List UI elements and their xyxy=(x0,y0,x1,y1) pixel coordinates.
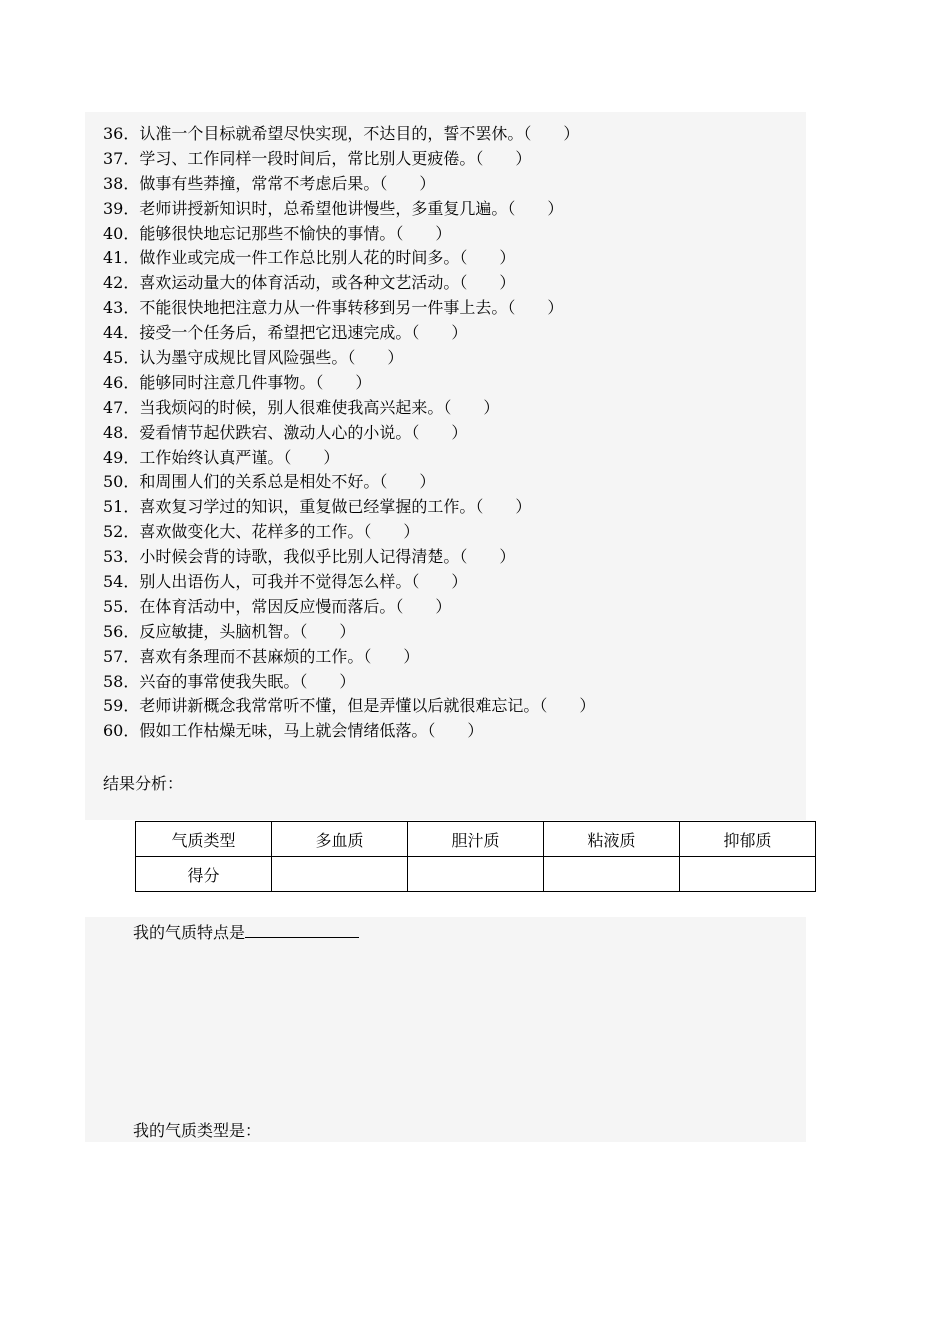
question-number: 51． xyxy=(103,497,140,517)
question-number: 42． xyxy=(103,273,140,293)
question-text: 喜欢做变化大、花样多的工作。（ ） xyxy=(139,522,420,542)
question-text: 老师讲授新知识时，总希望他讲慢些，多重复几遍。（ ） xyxy=(139,198,564,218)
score-cell-sanguine[interactable] xyxy=(272,857,408,892)
question-text: 别人出语伤人，可我并不觉得怎么样。（ ） xyxy=(139,572,468,592)
question-text: 假如工作枯燥无味，马上就会情绪低落。（ ） xyxy=(139,721,484,741)
question-number: 52． xyxy=(103,522,140,542)
header-cell-sanguine: 多血质 xyxy=(272,822,408,857)
question-text: 喜欢运动量大的体育活动，或各种文艺活动。（ ） xyxy=(139,273,516,293)
question-text: 喜欢有条理而不甚麻烦的工作。（ ） xyxy=(139,646,420,666)
question-item xyxy=(103,371,803,396)
question-number: 59． xyxy=(103,696,140,716)
question-item xyxy=(103,271,803,296)
question-item xyxy=(103,321,803,346)
question-item xyxy=(103,645,803,670)
header-cell-choleric: 胆汁质 xyxy=(408,822,544,857)
question-item xyxy=(103,396,803,421)
type-label: 我的气质类型是： xyxy=(133,1121,262,1140)
question-item xyxy=(103,495,803,520)
question-text: 当我烦闷的时候，别人很难使我高兴起来。（ ） xyxy=(139,397,500,417)
score-table-header-row xyxy=(136,822,816,857)
question-item xyxy=(103,545,803,570)
trait-blank[interactable] xyxy=(245,919,359,938)
question-text: 兴奋的事常使我失眠。（ ） xyxy=(139,671,356,691)
question-number: 36． xyxy=(103,124,140,143)
question-text: 老师讲新概念我常常听不懂，但是弄懂以后就很难忘记。（ ） xyxy=(139,696,596,716)
score-table-score-row xyxy=(136,857,816,892)
question-item xyxy=(103,122,803,147)
question-item xyxy=(103,197,803,222)
question-text: 工作始终认真严谨。（ ） xyxy=(139,447,340,467)
question-number: 43． xyxy=(103,298,140,318)
question-number: 44． xyxy=(103,323,140,343)
question-text: 不能很快地把注意力从一件事转移到另一件事上去。（ ） xyxy=(139,298,564,318)
question-text: 爱看情节起伏跌宕、激动人心的小说。（ ） xyxy=(139,422,468,442)
score-table xyxy=(135,821,816,892)
question-number: 40． xyxy=(103,223,140,243)
question-item xyxy=(103,470,803,495)
header-cell-melancholic: 抑郁质 xyxy=(680,822,816,857)
score-cell-choleric[interactable] xyxy=(408,857,544,892)
question-number: 47． xyxy=(103,397,140,417)
result-analysis-label: 结果分析： xyxy=(103,774,184,793)
question-number: 54． xyxy=(103,572,140,592)
score-label-cell: 得分 xyxy=(136,857,272,892)
question-item xyxy=(103,719,803,744)
question-number: 57． xyxy=(103,646,140,666)
question-number: 45． xyxy=(103,348,140,368)
question-text: 学习、工作同样一段时间后，常比别人更疲倦。（ ） xyxy=(139,148,532,168)
question-number: 49． xyxy=(103,447,140,467)
question-text: 小时候会背的诗歌，我似乎比别人记得清楚。（ ） xyxy=(139,547,516,567)
type-line xyxy=(133,1119,261,1143)
question-text: 喜欢复习学过的知识，重复做已经掌握的工作。（ ） xyxy=(139,497,532,517)
question-item xyxy=(103,446,803,471)
trait-label: 我的气质特点是 xyxy=(133,923,246,942)
question-number: 39． xyxy=(103,198,140,218)
question-text: 和周围人们的关系总是相处不好。（ ） xyxy=(139,472,436,492)
question-item xyxy=(103,570,803,595)
question-item xyxy=(103,620,803,645)
question-text: 做事有些莽撞，常常不考虑后果。（ ） xyxy=(139,173,436,193)
question-text: 做作业或完成一件工作总比别人花的时间多。（ ） xyxy=(139,248,516,268)
question-item xyxy=(103,147,803,172)
score-cell-melancholic[interactable] xyxy=(680,857,816,892)
question-number: 55． xyxy=(103,596,140,616)
question-item xyxy=(103,222,803,247)
question-text: 接受一个任务后，希望把它迅速完成。（ ） xyxy=(139,323,468,343)
question-list xyxy=(103,122,803,744)
question-text: 反应敏捷，头脑机智。（ ） xyxy=(139,621,356,641)
question-number: 38． xyxy=(103,173,140,193)
header-cell-type: 气质类型 xyxy=(136,822,272,857)
question-item xyxy=(103,595,803,620)
question-item xyxy=(103,346,803,371)
question-text: 认为墨守成规比冒风险强些。（ ） xyxy=(139,348,404,368)
trait-line xyxy=(133,919,359,945)
question-item xyxy=(103,421,803,446)
question-text: 能够很快地忘记那些不愉快的事情。（ ） xyxy=(139,223,452,243)
question-number: 37． xyxy=(103,148,140,168)
question-number: 58． xyxy=(103,671,140,691)
question-number: 41． xyxy=(103,248,140,268)
question-text: 能够同时注意几件事物。（ ） xyxy=(139,372,372,392)
question-item xyxy=(103,520,803,545)
question-number: 46． xyxy=(103,372,140,392)
question-item xyxy=(103,694,803,719)
question-number: 48． xyxy=(103,422,140,442)
question-item xyxy=(103,172,803,197)
question-number: 53． xyxy=(103,547,140,567)
question-number: 56． xyxy=(103,621,140,641)
header-cell-phlegmatic: 粘液质 xyxy=(544,822,680,857)
question-number: 60． xyxy=(103,721,140,741)
score-cell-phlegmatic[interactable] xyxy=(544,857,680,892)
question-item xyxy=(103,296,803,321)
question-item xyxy=(103,670,803,695)
question-text: 在体育活动中，常因反应慢而落后。（ ） xyxy=(139,596,452,616)
question-text: 认准一个目标就希望尽快实现，不达目的，誓不罢休。（ ） xyxy=(139,124,580,143)
question-item xyxy=(103,246,803,271)
shaded-region-bottom xyxy=(85,917,806,1142)
question-number: 50． xyxy=(103,472,140,492)
